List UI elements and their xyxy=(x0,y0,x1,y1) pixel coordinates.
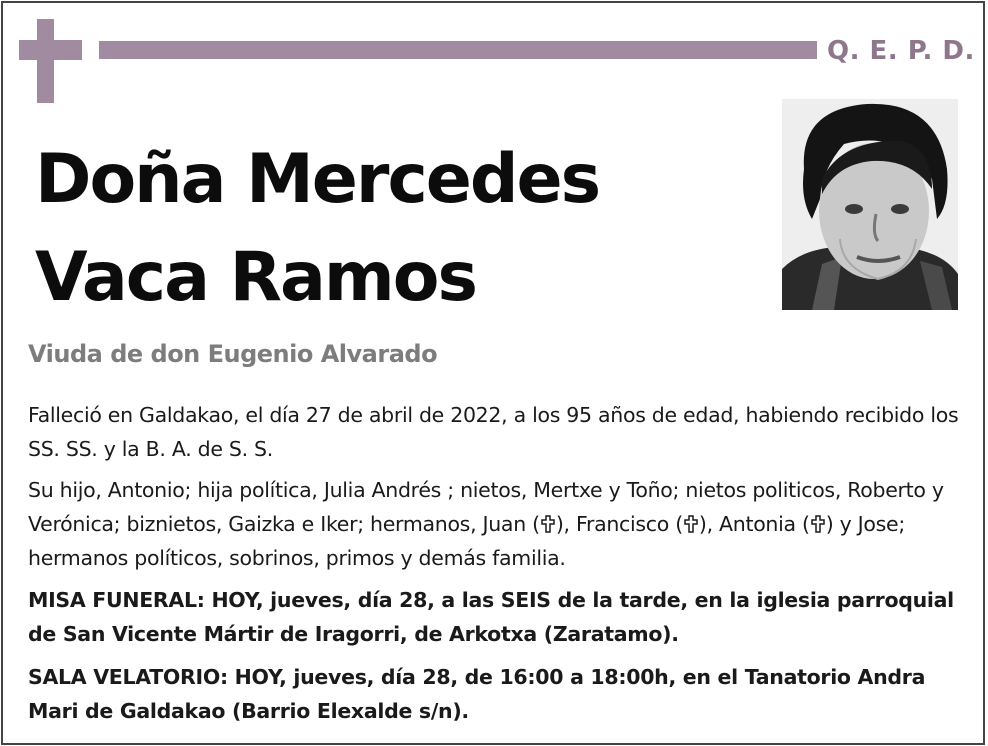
death-notice: Falleció en Galdakao, el día 27 de abril de 2022, a los 95 años de edad, habiendo recibido los SS. SS. y la B. A. de S. S. xyxy=(28,403,959,461)
cross-icon-bar xyxy=(19,40,82,60)
header-rule xyxy=(99,41,817,59)
deceased-name xyxy=(35,131,715,327)
family-notice xyxy=(28,473,978,575)
qepd-badge: Q. E. P. D. xyxy=(827,36,975,66)
cross-icon xyxy=(37,19,54,103)
funeral-notice: MISA FUNERAL: HOY, jueves, día 28, a las SEIS de la tarde, en la iglesia parroquial de San Vicente Mártir de Iragorri, de Arkotxa (Zaratamo). xyxy=(28,588,954,646)
obituary-card xyxy=(1,1,985,745)
family-text-1: Su hijo, Antonio; hija política, Julia Andrés ; nietos, Mertxe y Toño; nietos politicos, Roberto y Verónica; biznietos, Gaizka e Iker; hermanos, Juan ( xyxy=(28,478,944,536)
deceased-cross-icon xyxy=(540,515,556,533)
name-line-2: Vaca Ramos xyxy=(35,238,476,317)
portrait-photo xyxy=(782,99,958,310)
deceased-cross-icon xyxy=(683,515,699,533)
name-line-1: Doña Mercedes xyxy=(35,140,600,219)
widow-subtitle: Viuda de don Eugenio Alvarado xyxy=(28,340,438,368)
family-text-2: ), Francisco ( xyxy=(555,512,683,536)
family-text-3: ), Antonia ( xyxy=(698,512,810,536)
portrait-illustration xyxy=(782,99,958,310)
wake-notice: SALA VELATORIO: HOY, jueves, día 28, de 16:00 a 18:00h, en el Tanatorio Andra Mari de Galdakao (Barrio Elexalde s/n). xyxy=(28,665,926,723)
deceased-cross-icon xyxy=(810,515,826,533)
family-text-4: ) y Jose; hermanos políticos, sobrinos, primos y demás familia. xyxy=(28,512,905,570)
